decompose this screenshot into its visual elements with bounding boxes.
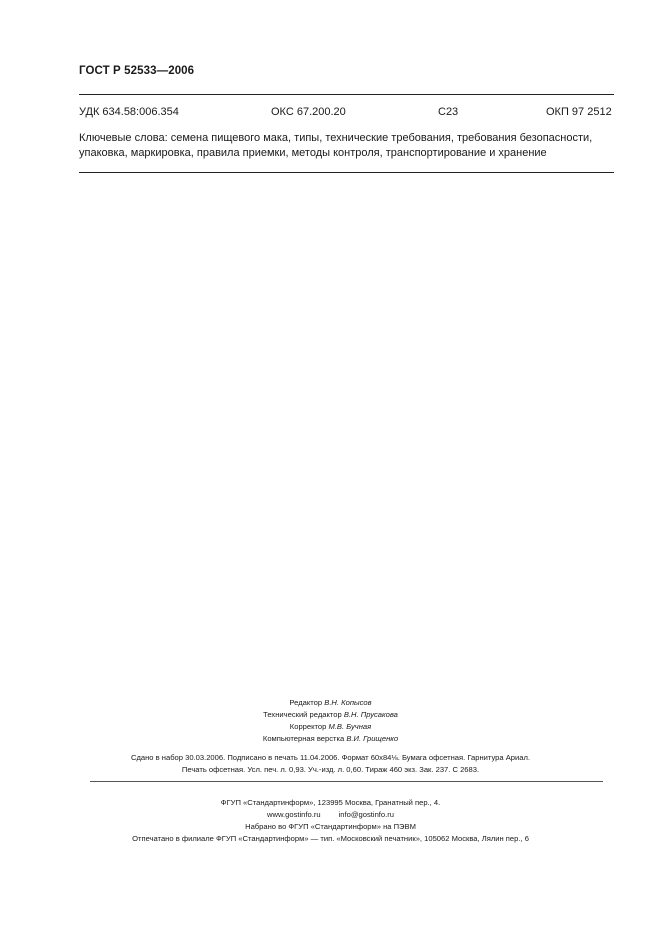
oks-code: ОКС 67.200.20 (271, 106, 346, 118)
imprint-divider (90, 781, 603, 782)
email-link[interactable]: info@gostinfo.ru (338, 810, 395, 819)
okp-code: ОКП 97 2512 (546, 106, 612, 118)
staff-credits (0, 697, 661, 745)
corrector-line (0, 721, 661, 733)
typeset-note: Набрано во ФГУП «Стандартинформ» на ПЭВМ (245, 822, 416, 831)
corrector-name: М.В. Бучная (328, 722, 372, 731)
editor-label: Редактор (289, 698, 323, 707)
layout-name: В.И. Грищенко (346, 734, 399, 743)
organization-address: ФГУП «Стандартинформ», 123995 Москва, Гранатный пер., 4. (220, 798, 441, 807)
group-code: С23 (438, 106, 459, 118)
tech-editor-label: Технический редактор (263, 710, 342, 719)
publishing-details-line1: Сдано в набор 30.03.2006. Подписано в печать 11.04.2006. Формат 60x84⅛. Бумага офсетная. Гарнитура Ариал. (130, 753, 531, 762)
organization-block (0, 797, 661, 845)
tech-editor-name: В.Н. Прусакова (343, 710, 398, 719)
tech-editor-line (0, 709, 661, 721)
layout-line (0, 733, 661, 745)
website-link[interactable]: www.gostinfo.ru (266, 810, 321, 819)
publishing-details-line2: Печать офсетная. Усл. печ. л. 0,93. Уч.-изд. л. 0,60. Тираж 460 экз. Зак. 237. С 2683. (181, 765, 480, 774)
layout-label: Компьютерная верстка (262, 734, 345, 743)
editor-name: В.Н. Копысов (324, 698, 372, 707)
keywords-paragraph: Ключевые слова: семена пищевого мака, типы, технические требования, требования безопасности, упаковка, маркировка, правила приемки, методы контроля, транспортирование и хранение (79, 132, 593, 159)
top-divider (79, 94, 614, 95)
contact-line (0, 809, 661, 821)
udk-code: УДК 634.58:006.354 (79, 106, 179, 118)
editor-line (0, 697, 661, 709)
corrector-label: Корректор (289, 722, 327, 731)
standard-code: ГОСТ Р 52533—2006 (79, 65, 195, 77)
printed-note: Отпечатано в филиале ФГУП «Стандартинформ» — тип. «Московский печатник», 105062 Москва, Лялин пер., 6 (132, 834, 529, 843)
keywords-divider (79, 172, 614, 173)
